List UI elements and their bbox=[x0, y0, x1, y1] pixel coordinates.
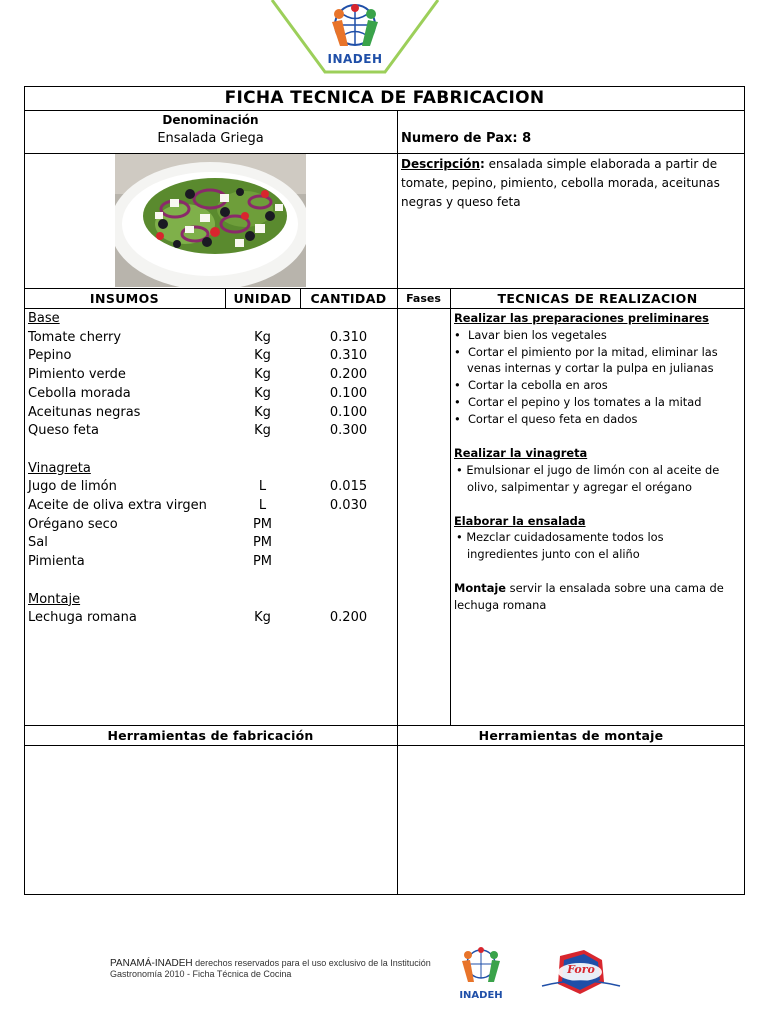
insumo-name: Aceite de oliva extra virgen bbox=[28, 498, 207, 513]
insumo-cantidad: 0.100 bbox=[329, 385, 368, 401]
pax-value: 8 bbox=[522, 131, 532, 146]
insumo-cantidad: 0.310 bbox=[329, 348, 368, 364]
insumo-name: Jugo de limón bbox=[28, 479, 117, 495]
foro-logo bbox=[540, 946, 622, 998]
pax-field bbox=[401, 131, 531, 146]
insumo-cantidad: 0.200 bbox=[329, 610, 368, 626]
insumo-name: Pepino bbox=[28, 348, 72, 364]
ensalada-title: Elaborar la ensalada bbox=[454, 514, 586, 528]
insumo-cantidad: 0.100 bbox=[329, 404, 368, 420]
montaje-line: Montaje servir la ensalada sobre una cama de bbox=[454, 581, 724, 595]
prelim-title: Realizar las preparaciones preliminares bbox=[454, 311, 709, 325]
footer-logo-wordmark: INADEH bbox=[459, 990, 503, 1001]
insumo-name: Pimienta bbox=[28, 554, 85, 570]
prelim-item: • Cortar el pepino y los tomates a la mitad bbox=[454, 395, 702, 409]
logo-wordmark: INADEH bbox=[327, 52, 383, 66]
vinagreta-item: • Emulsionar el jugo de limón con al aceite de bbox=[456, 463, 720, 477]
footer-line2: Gastronomía 2010 - Ficha Técnica de Cocina bbox=[110, 969, 292, 979]
prelim-item: • Cortar el queso feta en dados bbox=[454, 412, 638, 426]
insumo-cantidad: 0.300 bbox=[329, 423, 368, 439]
insumo-unidad: L bbox=[258, 498, 267, 513]
herramientas-fabricacion-label: Herramientas de fabricación bbox=[107, 728, 314, 743]
sheet-title: FICHA TECNICA DE FABRICACION bbox=[224, 88, 545, 108]
prelim-item: • Lavar bien los vegetales bbox=[454, 328, 607, 342]
insumo-name: Queso feta bbox=[28, 423, 99, 439]
descripcion-line-0: Descripción: ensalada simple elaborada a partir de bbox=[401, 157, 718, 171]
insumo-name: Pimiento verde bbox=[28, 367, 126, 383]
insumo-unidad: PM bbox=[252, 535, 273, 551]
descripcion-label: Descripción bbox=[401, 157, 480, 171]
pax-label: Numero de Pax: bbox=[401, 131, 518, 146]
descripcion-line-2: negras y queso feta bbox=[401, 195, 521, 209]
insumo-unidad: PM bbox=[252, 554, 273, 570]
header-unidad: UNIDAD bbox=[233, 291, 292, 306]
ensalada-item-continued: ingredientes junto con el aliño bbox=[467, 547, 640, 561]
insumo-cantidad: 0.200 bbox=[329, 367, 368, 383]
descripcion-line-1: tomate, pepino, pimiento, cebolla morada, aceitunas bbox=[401, 176, 720, 190]
header-fases: Fases bbox=[406, 292, 441, 305]
insumo-section-title: Vinagreta bbox=[28, 460, 91, 476]
insumo-unidad: Kg bbox=[254, 610, 271, 626]
prelim-item: • Cortar el pimiento por la mitad, eliminar las bbox=[454, 345, 718, 359]
header-cantidad: CANTIDAD bbox=[310, 291, 387, 306]
insumo-unidad: Kg bbox=[254, 385, 271, 401]
insumo-section-title: Montaje bbox=[28, 591, 81, 607]
insumo-unidad: Kg bbox=[254, 329, 271, 345]
insumo-unidad: Kg bbox=[254, 404, 271, 420]
insumo-unidad: Kg bbox=[254, 423, 271, 439]
footer-rights: derechos reservados para el uso exclusivo de la Institución bbox=[195, 958, 431, 968]
insumo-unidad: Kg bbox=[254, 367, 271, 383]
montaje-title: Montaje bbox=[454, 581, 507, 595]
insumo-name: Cebolla morada bbox=[28, 385, 131, 401]
insumo-name: Sal bbox=[28, 535, 48, 551]
insumo-unidad: PM bbox=[252, 516, 273, 532]
denominacion-label: Denominación bbox=[162, 113, 259, 127]
insumo-name: Tomate cherry bbox=[28, 329, 122, 345]
footer-inadeh-logo bbox=[446, 944, 516, 1004]
insumo-unidad: L bbox=[258, 479, 267, 495]
insumo-section-title: Base bbox=[28, 311, 60, 326]
ensalada-item: • Mezclar cuidadosamente todos los bbox=[456, 530, 664, 544]
foro-wordmark: Foro bbox=[567, 963, 595, 976]
insumo-cantidad: 0.015 bbox=[329, 479, 368, 495]
insumo-cantidad: 0.030 bbox=[329, 498, 368, 513]
salad-photo bbox=[115, 154, 306, 287]
vinagreta-item-continued: olivo, salpimentar y agregar el orégano bbox=[467, 480, 692, 494]
montaje-line-2: lechuga romana bbox=[454, 598, 547, 612]
denominacion-value: Ensalada Griega bbox=[157, 131, 264, 146]
footer-text bbox=[110, 958, 431, 980]
insumo-unidad: Kg bbox=[254, 348, 271, 364]
insumo-name: Orégano seco bbox=[28, 516, 118, 532]
footer-org: PANAMÁ-INADEH bbox=[110, 958, 193, 969]
insumo-name: Lechuga romana bbox=[28, 610, 137, 626]
prelim-item: • Cortar la cebolla en aros bbox=[454, 378, 608, 392]
inadeh-logo bbox=[270, 0, 440, 78]
insumo-name: Aceitunas negras bbox=[28, 404, 141, 420]
herramientas-montaje-label: Herramientas de montaje bbox=[478, 728, 664, 743]
header-insumos: INSUMOS bbox=[89, 291, 160, 306]
insumo-cantidad: 0.310 bbox=[329, 329, 368, 345]
vinagreta-title: Realizar la vinagreta bbox=[454, 446, 588, 460]
header-tecnicas: TECNICAS DE REALIZACION bbox=[497, 291, 698, 306]
prelim-item-continued: venas internas y cortar la pulpa en julianas bbox=[467, 361, 714, 375]
